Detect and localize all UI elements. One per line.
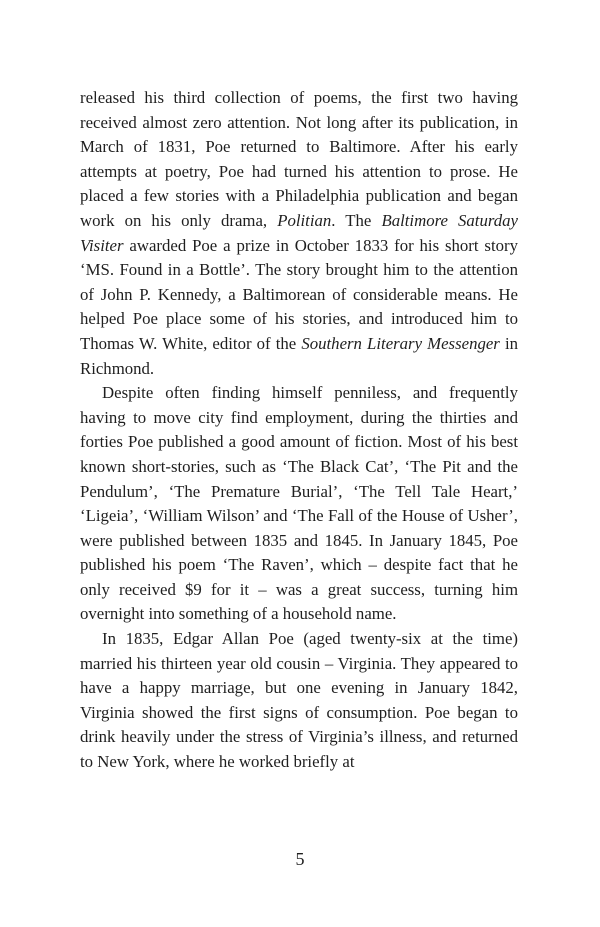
title-baltimore-saturday-visiter: Baltimore Saturday Visiter bbox=[80, 210, 518, 255]
title-politian: Politian bbox=[277, 210, 332, 230]
text-run: . The bbox=[331, 210, 382, 230]
paragraph-3 bbox=[80, 627, 518, 775]
text-run: In 1835, Edgar Allan Poe (aged twenty-six at the time) married his thirteen year old cousin – Virginia. They appeared to have a happy marriage, but one evening in January 1842, Virginia showed the first signs of consumption. Poe began to drink heavily under the stress of Virginia’s illness, and returned to New York, where he worked briefly at bbox=[80, 629, 518, 772]
paragraph-1 bbox=[80, 86, 518, 381]
title-southern-literary-messenger: Southern Literary Messenger bbox=[301, 333, 500, 353]
text-run: awarded Poe a prize in October 1833 for his short story ‘MS. Found in a Bottle’. The story brought him to the attention of John P. Kennedy, a Baltimorean of considerable means. He helped Poe place some of his stories, and introduced him to Thomas W. White, editor of the bbox=[80, 235, 518, 353]
page-number: 5 bbox=[295, 849, 305, 869]
text-run: in Richmond. bbox=[80, 333, 518, 378]
text-run: released his third collection of poems, the first two having received almost zero attention. Not long after its publication, in March of 1831, Poe returned to Baltimore. After his early attempts at poetry, Poe had turned his attention to prose. He placed a few stories with a Philadelphia publication and began work on his only drama, bbox=[80, 88, 518, 230]
paragraph-2 bbox=[80, 381, 518, 627]
text-run: Despite often finding himself penniless, and frequently having to move city find employment, during the thirties and forties Poe published a good amount of fiction. Most of his best known short-stories, such as ‘The Black Cat’, ‘The Pit and the Pendulum’, ‘The Premature Burial’, ‘The Tell Tale Heart,’ ‘Ligeia’, ‘William Wilson’ and ‘The Fall of the House of Usher’, were published between 1835 and 1845. In January 1845, Poe published his poem ‘The Raven’, which – despite fact that he only received $9 for it – was a great success, turning him overnight into something of a household name. bbox=[80, 383, 518, 624]
page-body bbox=[80, 86, 518, 775]
